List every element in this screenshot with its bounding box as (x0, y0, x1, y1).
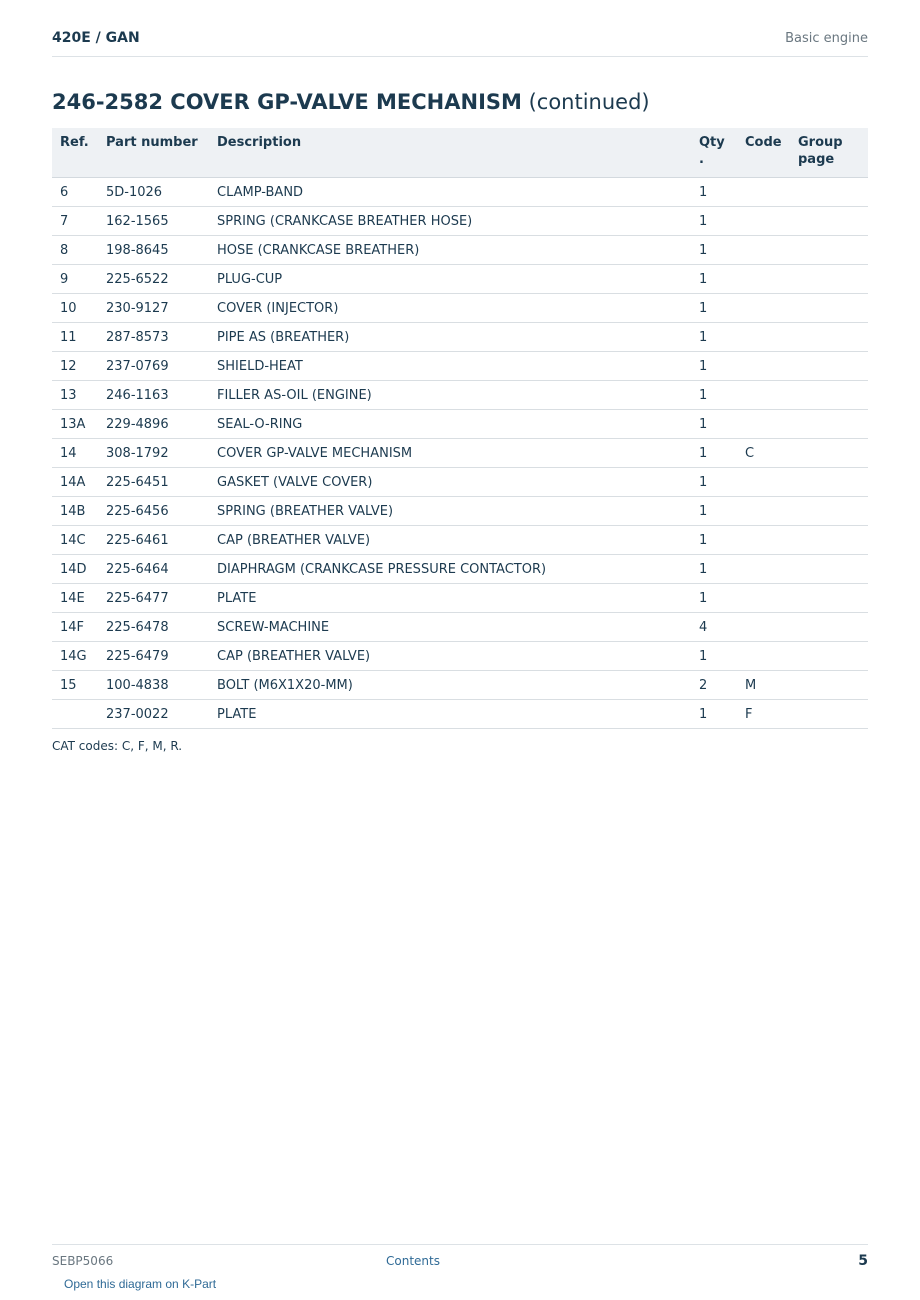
cell-code (737, 497, 790, 526)
cell-description: FILLER AS-OIL (ENGINE) (209, 381, 691, 410)
cell-part-number: 225-6451 (98, 468, 209, 497)
col-header-qty: Qty . (691, 128, 737, 178)
cell-ref: 9 (52, 265, 98, 294)
cell-qty: 1 (691, 207, 737, 236)
table-row (52, 265, 868, 294)
title-main: 246-2582 COVER GP-VALVE MECHANISM (52, 90, 522, 114)
cell-description: CAP (BREATHER VALVE) (209, 526, 691, 555)
cell-part-number: 225-6464 (98, 555, 209, 584)
table-row (52, 642, 868, 671)
cell-code (737, 584, 790, 613)
cell-part-number: 225-6478 (98, 613, 209, 642)
cell-group-page (790, 700, 868, 729)
table-row (52, 584, 868, 613)
cell-part-number: 246-1163 (98, 381, 209, 410)
page-header (52, 28, 868, 57)
cell-code (737, 265, 790, 294)
cell-qty: 4 (691, 613, 737, 642)
cell-code (737, 555, 790, 584)
cell-qty: 1 (691, 265, 737, 294)
cell-description: GASKET (VALVE COVER) (209, 468, 691, 497)
table-row (52, 323, 868, 352)
cell-ref: 10 (52, 294, 98, 323)
cell-ref: 14 (52, 439, 98, 468)
cell-code (737, 613, 790, 642)
cell-ref: 14E (52, 584, 98, 613)
cell-description: SPRING (BREATHER VALVE) (209, 497, 691, 526)
page-footer (52, 1244, 868, 1275)
cell-part-number: 5D-1026 (98, 178, 209, 207)
cell-part-number: 225-6479 (98, 642, 209, 671)
parts-table (52, 128, 868, 729)
cell-ref: 14F (52, 613, 98, 642)
cell-code: F (737, 700, 790, 729)
cell-code (737, 323, 790, 352)
cell-ref: 13A (52, 410, 98, 439)
cell-group-page (790, 468, 868, 497)
cell-ref: 7 (52, 207, 98, 236)
page-number: 5 (858, 1253, 868, 1269)
cell-qty: 1 (691, 381, 737, 410)
table-row (52, 497, 868, 526)
table-row (52, 294, 868, 323)
cell-code (737, 468, 790, 497)
page-title (52, 90, 650, 114)
cell-ref (52, 700, 98, 729)
cell-qty: 1 (691, 410, 737, 439)
table-row (52, 555, 868, 584)
col-header-group-page: Group page (790, 128, 868, 178)
cell-ref: 14G (52, 642, 98, 671)
cell-part-number: 225-6456 (98, 497, 209, 526)
cell-group-page (790, 323, 868, 352)
cell-code (737, 642, 790, 671)
col-header-ref: Ref. (52, 128, 98, 178)
cell-description: COVER GP-VALVE MECHANISM (209, 439, 691, 468)
cell-qty: 1 (691, 584, 737, 613)
cell-ref: 15 (52, 671, 98, 700)
cell-code (737, 526, 790, 555)
cell-description: SHIELD-HEAT (209, 352, 691, 381)
cell-qty: 2 (691, 671, 737, 700)
cell-description: SPRING (CRANKCASE BREATHER HOSE) (209, 207, 691, 236)
table-row (52, 700, 868, 729)
cell-description: COVER (INJECTOR) (209, 294, 691, 323)
cell-description: SEAL-O-RING (209, 410, 691, 439)
cell-part-number: 237-0769 (98, 352, 209, 381)
cell-description: PLATE (209, 700, 691, 729)
cell-part-number: 225-6461 (98, 526, 209, 555)
cell-group-page (790, 352, 868, 381)
doc-number: SEBP5066 (52, 1254, 114, 1268)
cell-code (737, 352, 790, 381)
cell-qty: 1 (691, 439, 737, 468)
cell-ref: 14A (52, 468, 98, 497)
cell-code (737, 207, 790, 236)
cat-codes-note: CAT codes: C, F, M, R. (52, 739, 183, 753)
cell-qty: 1 (691, 323, 737, 352)
cell-qty: 1 (691, 352, 737, 381)
section-label: Basic engine (785, 31, 868, 46)
cell-qty: 1 (691, 236, 737, 265)
cell-ref: 6 (52, 178, 98, 207)
title-suffix: (continued) (528, 90, 650, 114)
table-row (52, 381, 868, 410)
cell-group-page (790, 207, 868, 236)
table-row (52, 236, 868, 265)
table-row (52, 526, 868, 555)
cell-ref: 12 (52, 352, 98, 381)
cell-group-page (790, 671, 868, 700)
table-row (52, 207, 868, 236)
cell-group-page (790, 410, 868, 439)
cell-code: M (737, 671, 790, 700)
cell-description: PLUG-CUP (209, 265, 691, 294)
cell-group-page (790, 526, 868, 555)
cell-part-number: 100-4838 (98, 671, 209, 700)
cell-group-page (790, 265, 868, 294)
cell-qty: 1 (691, 700, 737, 729)
kpart-diagram-link[interactable]: Open this diagram on K-Part (64, 1277, 217, 1291)
cell-group-page (790, 439, 868, 468)
col-header-part-number: Part number (98, 128, 209, 178)
cell-group-page (790, 497, 868, 526)
cell-group-page (790, 555, 868, 584)
table-row (52, 178, 868, 207)
cell-code (737, 178, 790, 207)
cell-group-page (790, 236, 868, 265)
col-header-description: Description (209, 128, 691, 178)
cell-group-page (790, 584, 868, 613)
cell-qty: 1 (691, 294, 737, 323)
cell-code: C (737, 439, 790, 468)
cell-description: DIAPHRAGM (CRANKCASE PRESSURE CONTACTOR) (209, 555, 691, 584)
cell-part-number: 225-6477 (98, 584, 209, 613)
table-row (52, 613, 868, 642)
cell-group-page (790, 642, 868, 671)
cell-group-page (790, 178, 868, 207)
table-row (52, 671, 868, 700)
cell-ref: 14C (52, 526, 98, 555)
parts-table-body (52, 178, 868, 729)
cell-part-number: 229-4896 (98, 410, 209, 439)
cell-code (737, 294, 790, 323)
cell-description: BOLT (M6X1X20-MM) (209, 671, 691, 700)
cell-code (737, 381, 790, 410)
cell-ref: 13 (52, 381, 98, 410)
cell-qty: 1 (691, 642, 737, 671)
cell-part-number: 308-1792 (98, 439, 209, 468)
cell-description: HOSE (CRANKCASE BREATHER) (209, 236, 691, 265)
cell-ref: 11 (52, 323, 98, 352)
contents-link[interactable]: Contents (386, 1254, 440, 1268)
cell-part-number: 237-0022 (98, 700, 209, 729)
cell-part-number: 162-1565 (98, 207, 209, 236)
cell-description: PLATE (209, 584, 691, 613)
cell-part-number: 230-9127 (98, 294, 209, 323)
cell-qty: 1 (691, 468, 737, 497)
cell-ref: 8 (52, 236, 98, 265)
table-row (52, 439, 868, 468)
cell-description: PIPE AS (BREATHER) (209, 323, 691, 352)
table-row (52, 410, 868, 439)
cell-ref: 14D (52, 555, 98, 584)
cell-qty: 1 (691, 178, 737, 207)
cell-part-number: 198-8645 (98, 236, 209, 265)
cell-qty: 1 (691, 526, 737, 555)
cell-description: CLAMP-BAND (209, 178, 691, 207)
table-row (52, 352, 868, 381)
cell-description: CAP (BREATHER VALVE) (209, 642, 691, 671)
model-label: 420E / GAN (52, 30, 140, 46)
cell-part-number: 287-8573 (98, 323, 209, 352)
cell-qty: 1 (691, 497, 737, 526)
table-header-row (52, 128, 868, 178)
cell-description: SCREW-MACHINE (209, 613, 691, 642)
cell-code (737, 410, 790, 439)
cell-group-page (790, 294, 868, 323)
cell-group-page (790, 613, 868, 642)
col-header-code: Code (737, 128, 790, 178)
cell-group-page (790, 381, 868, 410)
cell-part-number: 225-6522 (98, 265, 209, 294)
cell-ref: 14B (52, 497, 98, 526)
cell-code (737, 236, 790, 265)
table-row (52, 468, 868, 497)
cell-qty: 1 (691, 555, 737, 584)
